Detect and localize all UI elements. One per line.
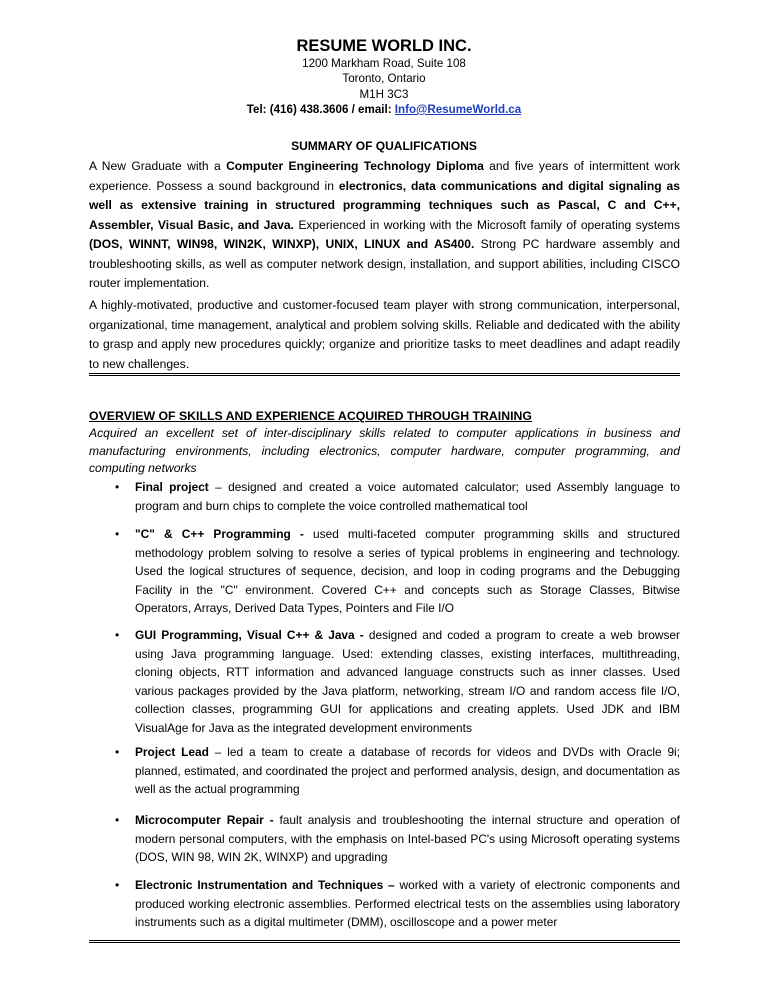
summary-emphasis: electronics, data communications and digital signaling as well as extensive training in structured programming techniques such as Pascal, C and C++, Assembler, Visual Basic, and Java. [89, 178, 681, 232]
postal-code: M1H 3C3 [359, 87, 409, 101]
list-item [115, 478, 680, 515]
email-link[interactable]: Info@ResumeWorld.ca [394, 102, 522, 116]
bullet-icon: • [115, 628, 120, 642]
item-text: worked with a variety of electronic components and produced working electronic assemblies. Performed electrical tests on the assemblies using laboratory instruments such as a digital multimeter (DMM), oscilloscope and a power meter [135, 878, 680, 929]
list-item [115, 876, 680, 932]
company-name: RESUME WORLD INC. [296, 37, 472, 55]
item-heading: Microcomputer Repair - [135, 813, 274, 827]
item-text: – designed and created a voice automated calculator; used Assembly language to program and burn chips to complete the voice controlled mathematical tool [135, 480, 680, 513]
item-heading: Electronic Instrumentation and Techniques – [135, 878, 395, 892]
phone-label: Tel: (416) 438.3606 / email: [246, 102, 395, 116]
item-heading: GUI Programming, Visual C++ & Java - [135, 628, 364, 642]
summary-heading: SUMMARY OF QUALIFICATIONS [291, 139, 477, 153]
summary-text: Strong PC hardware assembly and troubleshooting skills, as well as computer network design, installation, and support abilities, including CISCO router implementation. [89, 237, 680, 290]
bullet-icon: • [115, 480, 120, 494]
contact-line [0, 102, 768, 117]
skills-heading: OVERVIEW OF SKILLS AND EXPERIENCE ACQUIRED THROUGH TRAINING [89, 409, 532, 423]
bottom-divider [89, 940, 680, 943]
item-text: designed and coded a program to create a web browser using Java programming language. Used: extending classes, existing interfaces, multithreading, cloning objects, RTT information and advanced language constructs such as inner classes. Used various packages provided by the Java platform, networking, stream I/O and random access file I/O, collection classes, programming GUI for applications and creating applets. Used JDK and IBM VisualAge for Java as the integrated development environments [135, 628, 681, 735]
item-text: fault analysis and troubleshooting the internal structure and operation of modern personal computers, with the emphasis on Intel-based PC's using Microsoft operating systems (DOS, WIN 98, WIN 2K, WINXP) and upgrading [135, 813, 680, 864]
list-item [115, 811, 680, 867]
item-text: used multi-faceted computer programming skills and structured methodology problem solving to resolve a series of typical problems in engineering and technology. Used the logical structures of sequence, decision, and loop in coding programs and the Debugging Facility in the "C" environment. Covered C++ and concepts such as Storage Classes, Bitwise Operators, Arrays, Derived Data Types, Pointers and File I/O [135, 527, 680, 615]
summary-text: and five years of intermittent work experience. Possess a sound background in [89, 159, 680, 193]
list-item [115, 626, 681, 737]
bullet-icon: • [115, 527, 120, 541]
address-line-2: Toronto, Ontario [342, 72, 426, 86]
skills-intro: Acquired an excellent set of inter-disciplinary skills related to computer applications in business and manufacturing environments, including electronics, computer hardware, computer programming, and computing networks [89, 426, 680, 475]
item-heading: Final project [135, 480, 209, 494]
summary-emphasis: Computer Engineering Technology Diploma [226, 159, 484, 173]
bullet-icon: • [115, 878, 120, 892]
address-line-1: 1200 Markham Road, Suite 108 [302, 57, 466, 70]
list-item [115, 743, 681, 799]
bullet-icon: • [115, 813, 120, 827]
letterhead [0, 36, 768, 117]
summary-text: Experienced in working with the Microsoft family of operating systems [293, 217, 681, 232]
item-text: – led a team to create a database of records for videos and DVDs with Oracle 9i; planned, estimated, and coordinated the project and performed analysis, design, and documentation as well as the actual programming [135, 745, 681, 796]
list-item [115, 525, 680, 618]
summary-paragraph-2: A highly-motivated, productive and customer-focused team player with strong communication, interpersonal, organizational, time management, analytical and problem solving skills. Reliable and dedicated with the ability to grasp and apply new procedures quickly; organize and prioritize tasks to meet deadlines and adapt readily to new challenges. [89, 298, 680, 371]
summary-text: A New Graduate with a [89, 159, 227, 173]
item-heading: "C" & C++ Programming - [135, 527, 304, 541]
summary-paragraph-1 [89, 157, 680, 294]
item-heading: Project Lead [135, 745, 209, 759]
summary-emphasis: (DOS, WINNT, WIN98, WIN2K, WINXP), UNIX, LINUX and AS400. [89, 237, 475, 251]
section-divider [89, 373, 680, 376]
bullet-icon: • [115, 745, 120, 759]
